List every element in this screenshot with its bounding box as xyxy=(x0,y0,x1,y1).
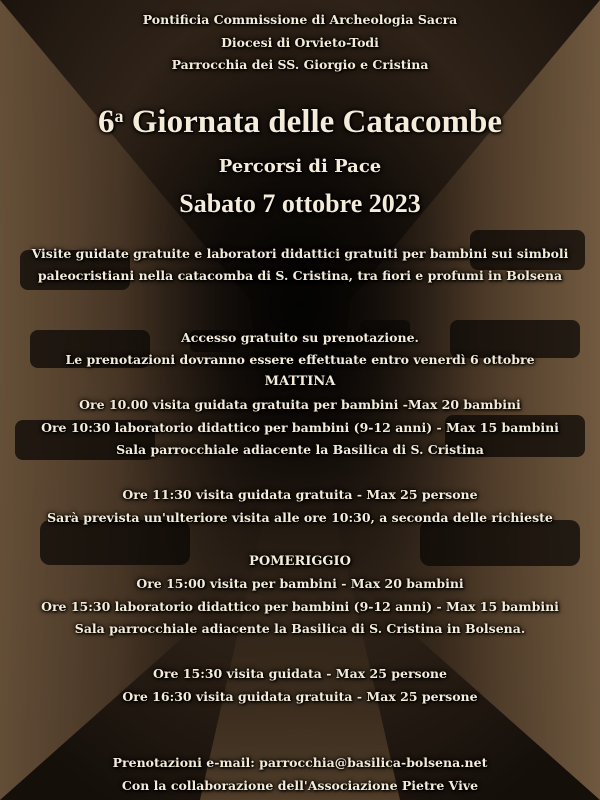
schedule-line: Ore 10:30 laboratorio didattico per bambini (9-12 anni) - Max 15 bambini xyxy=(41,420,559,435)
event-subtitle: Percorsi di Pace xyxy=(218,156,382,177)
schedule-line: Sarà prevista un'ulteriore visita alle ore 10:30, a seconda delle richieste xyxy=(47,510,553,525)
contact-email-line: Prenotazioni e-mail: parrocchia@basilica-bolsena.net xyxy=(112,755,488,770)
description-line: paleocristiani nella catacomba di S. Cristina, tra fiori e profumi in Bolsena xyxy=(37,268,563,283)
schedule-line: Ore 15:00 visita per bambini - Max 20 bambini xyxy=(136,576,464,591)
event-title: 6$^a$ Giornata delle Catacombe xyxy=(97,104,503,140)
schedule-line: Ore 10.00 visita guidata gratuita per bambini -Max 20 bambini xyxy=(79,397,521,412)
org-line: Pontificia Commissione di Archeologia Sacra xyxy=(142,12,458,27)
event-date: Sabato 7 ottobre 2023 xyxy=(179,189,421,218)
org-line: Diocesi di Orvieto-Todi xyxy=(221,35,379,50)
description-line: Visite guidate gratuite e laboratori didattici gratuiti per bambini sui simboli xyxy=(31,246,569,261)
schedule-line: Ore 16:30 visita guidata gratuita - Max 25 persone xyxy=(122,689,478,704)
afternoon-heading: POMERIGGIO xyxy=(249,554,351,569)
collaboration-line: Con la collaborazione dell'Associazione Pietre Vive xyxy=(121,778,479,793)
org-line: Parrocchia dei SS. Giorgio e Cristina xyxy=(171,57,429,72)
schedule-line: Ore 11:30 visita guidata gratuita - Max 25 persone xyxy=(122,487,478,502)
schedule-line: Sala parrocchiale adiacente la Basilica di S. Cristina in Bolsena. xyxy=(74,621,526,636)
schedule-line: Sala parrocchiale adiacente la Basilica di S. Cristina xyxy=(116,442,484,457)
schedule-line: Ore 15:30 laboratorio didattico per bambini (9-12 anni) - Max 15 bambini xyxy=(41,599,559,614)
booking-line: Accesso gratuito su prenotazione. xyxy=(181,330,419,345)
morning-heading: MATTINA xyxy=(264,374,336,389)
schedule-line: Ore 15:30 visita guidata - Max 25 persone xyxy=(153,666,447,681)
booking-line: Le prenotazioni dovranno essere effettuate entro venerdì 6 ottobre xyxy=(65,352,535,367)
